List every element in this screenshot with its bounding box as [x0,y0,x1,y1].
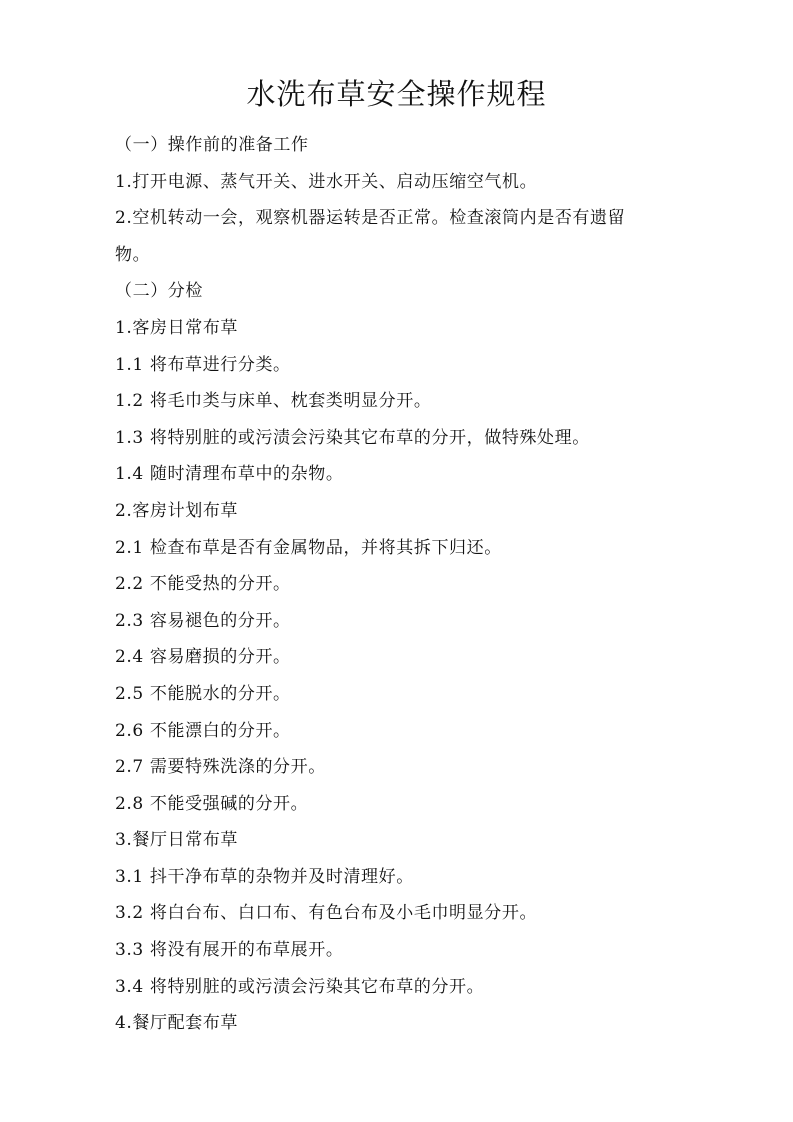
subsection-heading: 3.餐厅日常布草 [115,830,239,851]
document-body [115,127,685,1042]
section-heading-sorting: （二）分检 [115,281,203,302]
text-line: 3.2 将白台布、白口布、有色台布及小毛巾明显分开。 [115,903,538,924]
text-line: 1.3 将特别脏的或污渍会污染其它布草的分开，做特殊处理。 [115,427,590,448]
text-line: 1.4 随时清理布草中的杂物。 [115,464,344,485]
text-line: 1.打开电源、蒸气开关、进水开关、启动压缩空气机。 [115,171,538,192]
text-line: 2.4 容易磨损的分开。 [115,647,291,668]
text-line: 3.4 将特别脏的或污渍会污染其它布草的分开。 [115,976,485,997]
section-heading-preparation: （一）操作前的准备工作 [115,135,309,155]
text-line: 3.1 抖干净布草的杂物并及时清理好。 [115,866,414,887]
subsection-heading: 1.客房日常布草 [115,317,239,338]
text-line: 1.1 将布草进行分类。 [115,354,291,375]
text-line: 2.3 容易褪色的分开。 [115,610,291,631]
text-line: 2.1 检查布草是否有金属物品，并将其拆下归还。 [115,537,502,558]
text-line: 2.5 不能脱水的分开。 [115,683,291,704]
document-title: 水洗布草安全操作规程 [246,77,547,111]
subsection-heading: 2.客房计划布草 [115,500,239,521]
text-line: 2.7 需要特殊洗涤的分开。 [115,757,326,778]
text-line: 2.6 不能漂白的分开。 [115,720,291,741]
text-line-continuation: 物。 [115,244,151,265]
text-line: 1.2 将毛巾类与床单、枕套类明显分开。 [115,391,432,412]
text-line: 3.3 将没有展开的布草展开。 [115,940,344,961]
subsection-heading: 4.餐厅配套布草 [115,1013,239,1034]
text-line: 2.空机转动一会，观察机器运转是否正常。检查滚筒内是否有遗留 [115,208,626,229]
text-line: 2.2 不能受热的分开。 [115,574,291,595]
text-line: 2.8 不能受强碱的分开。 [115,793,309,814]
